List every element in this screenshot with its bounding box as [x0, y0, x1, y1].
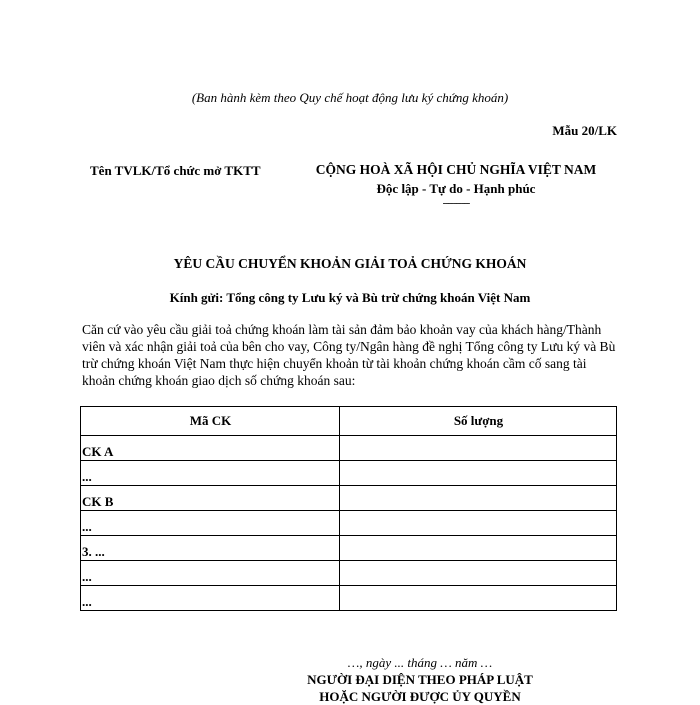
form-code: Mẫu 20/LK	[552, 123, 617, 138]
security-code-cell: ...	[81, 586, 340, 611]
motto-divider: ----------	[442, 197, 470, 209]
security-code-cell: ...	[81, 511, 340, 536]
column-header-code: Mã CK	[81, 407, 340, 436]
table-row	[81, 536, 617, 561]
quantity-cell	[340, 461, 617, 486]
national-motto: Độc lập - Tự do - Hạnh phúc	[376, 181, 536, 196]
security-code-cell: ...	[81, 461, 340, 486]
signatory-subtitle: HOẶC NGƯỜI ĐƯỢC ỦY QUYỀN	[319, 689, 521, 704]
signatory-title: NGƯỜI ĐẠI DIỆN THEO PHÁP LUẬT	[307, 672, 533, 687]
column-header-quantity: Số lượng	[340, 407, 617, 436]
security-code-cell: 3. ...	[81, 536, 340, 561]
table-header-row	[81, 407, 617, 436]
table-row	[81, 511, 617, 536]
table-row	[81, 461, 617, 486]
table-row	[81, 561, 617, 586]
quantity-cell	[340, 486, 617, 511]
quantity-cell	[340, 586, 617, 611]
table-row	[81, 586, 617, 611]
security-code-cell: CK A	[81, 436, 340, 461]
quantity-cell	[340, 536, 617, 561]
quantity-cell	[340, 436, 617, 461]
recipient-line: Kính gửi: Tổng công ty Lưu ký và Bù trừ chứng khoán Việt Nam	[169, 290, 531, 305]
organization-label: Tên TVLK/Tổ chức mở TKTT	[90, 163, 261, 178]
regulation-subtitle: (Ban hành kèm theo Quy chế hoạt động lưu ký chứng khoán)	[191, 90, 509, 105]
request-body-text: Căn cứ vào yêu cầu giải toả chứng khoán làm tài sản đảm bảo khoản vay của khách hàng/Thành viên và xác nhận giải toả của bên cho vay, Công ty/Ngân hàng đề nghị Tổng công ty Lưu ký và Bù trừ chứng khoán Việt Nam thực hiện chuyển khoản từ tài khoản chứng khoán cầm cố sang tài khoản chứng khoán giao dịch số chứng khoán sau:	[82, 322, 616, 388]
table-row	[81, 436, 617, 461]
national-title: CỘNG HOÀ XÃ HỘI CHỦ NGHĨA VIỆT NAM	[315, 162, 597, 177]
date-line: …, ngày ... tháng … năm …	[347, 655, 493, 670]
securities-table	[80, 406, 617, 611]
document-title: YÊU CẦU CHUYỂN KHOẢN GIẢI TOẢ CHỨNG KHOÁN	[173, 256, 527, 271]
quantity-cell	[340, 511, 617, 536]
quantity-cell	[340, 561, 617, 586]
security-code-cell: CK B	[81, 486, 340, 511]
security-code-cell: ...	[81, 561, 340, 586]
table-row	[81, 486, 617, 511]
